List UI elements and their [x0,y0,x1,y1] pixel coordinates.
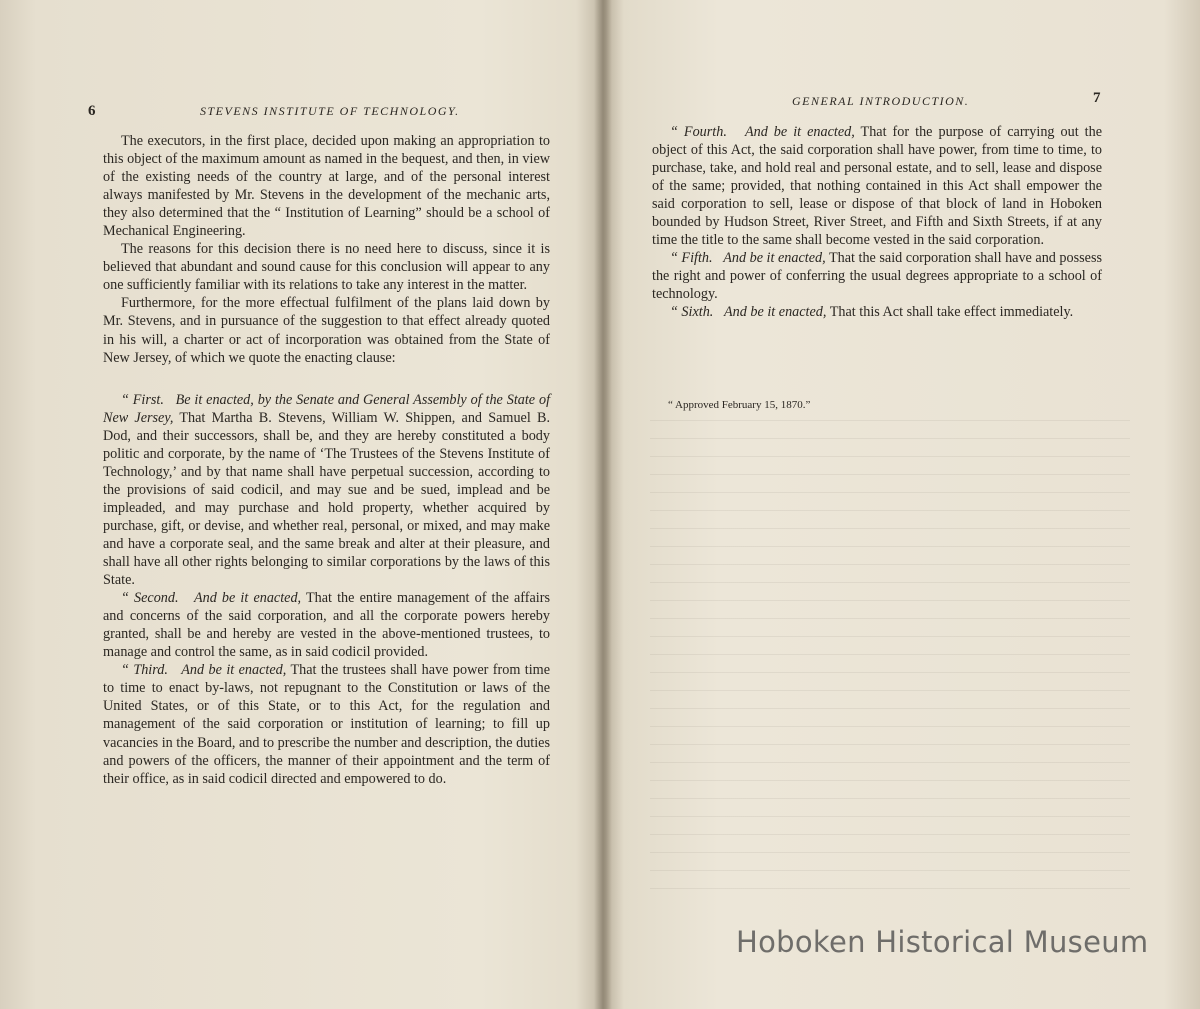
clause-fifth-lead: “ Fifth. [670,250,713,267]
clause-sixth-text: That this Act shall take effect immediately. [829,304,1074,321]
clause-third [103,661,550,787]
right-page [606,0,1200,1009]
clause-third-text: That the trustees shall have power from time to time to enact by-laws, not repugnant to the Constitution or laws of the United States, or of this State, or to this Act, for the regulation and management of the said corporation or institution of learning; to fill up vacancies in the Board, and to prescribe the number and description, the duties and powers of the officers, the manner of their appointment and the term of their office, as in said codicil directed and empowered to do. [103,662,551,787]
clause-first-text: That Martha B. Stevens, William W. Shippen, and Samuel B. Dod, and their successors, shall be, and they are hereby constituted a body politic and corporate, by the name of ‘The Trustees of the Stevens Institute of Technology,’ and by that name shall have perpetual succession, according to the provisions of said codicil, and may sue and be sued, implead and be impleaded, and may purchase and hold property, whether acquired by purchase, gift, or devise, and whether real, personal, or mixed, and may make and have a corporate seal, and the same break and alter at their pleasure, and shall have all other rights belonging to similar corporations by the laws of this State. [103,409,550,589]
clause-fourth-text: That for the purpose of carrying out the object of this Act, the said corporation shall have power, from time to time, to purchase, take, and hold real and personal estate, and to sell, lease and dispose of the same; provided, that nothing contained in this Act shall empower the said corporation to sell, lease or dispose of that block of land in Hoboken bounded by Hudson Street, River Street, and Fifth and Sixth Streets, if at any time the title to the same shall become vested in the said corporation. [652,124,1103,249]
right-page-number: 7 [1093,90,1101,106]
clause-fifth [652,249,1102,303]
clause-first-enact: Be it enacted, by the Senate and General Assembly of the State of New Jersey, [103,391,551,426]
clause-third-enact: And be it enacted, [181,662,287,679]
clause-fourth [652,123,1102,249]
clause-fourth-lead: “ Fourth. [670,124,727,140]
clause-sixth [652,303,1102,321]
clause-second [103,589,550,661]
left-body-text [103,132,550,788]
clause-fifth-enact: And be it enacted, [723,250,826,267]
museum-watermark: Hoboken Historical Museum [736,925,1149,959]
clause-second-text: That the entire management of the affairs and concerns of the said corporation, and all the corporate powers hereby granted, shall be and hereby are vested in the above-mentioned trustees, to manage and control the same, as in said codicil provided. [103,590,550,661]
clause-first [103,391,550,590]
clause-second-lead: “ Second. [121,590,179,607]
clause-third-lead: “ Third. [121,662,168,679]
clause-first-lead: “ First. [121,391,164,408]
paragraph-reasons: The reasons for this decision there is no need here to discuss, since it is believed that abundant and sound cause for this conclusion will appear to any one sufficiently familiar with its relations to take any interest in the matter. [103,241,550,294]
left-page-number: 6 [88,103,96,119]
clause-second-enact: And be it enacted, [193,590,302,607]
paragraph-furthermore: Furthermore, for the more effectual fulfilment of the plans laid down by Mr. Stevens, and in pursuance of the suggestion to that effect already quoted in his will, a charter or act of incorporation was obtained from the State of New Jersey, of which we quote the enacting clause: [103,295,550,366]
paragraph-executors: The executors, in the first place, decided upon making an appropriation to this object of the maximum amount as named in the bequest, and then, in view of the existing needs of the country at large, and of the personal interest always manifested by Mr. Stevens in the development of the mechanic arts, they also determined that the “ Institution of Learning” should be a school of Mechanical Engineering. [103,133,550,240]
approved-date: “ Approved February 15, 1870.” [668,399,811,411]
clause-fourth-enact: And be it enacted, [744,124,855,140]
right-body-text [652,123,1102,322]
clause-sixth-enact: And be it enacted, [724,304,827,321]
right-running-head: GENERAL INTRODUCTION. [792,94,970,108]
left-running-head: STEVENS INSTITUTE OF TECHNOLOGY. [200,104,460,118]
clause-sixth-lead: “ Sixth. [670,304,714,321]
clause-fifth-text: That the said corporation shall have and possess the right and power of conferring the usual degrees appropriate to a school of technology. [652,250,1102,303]
